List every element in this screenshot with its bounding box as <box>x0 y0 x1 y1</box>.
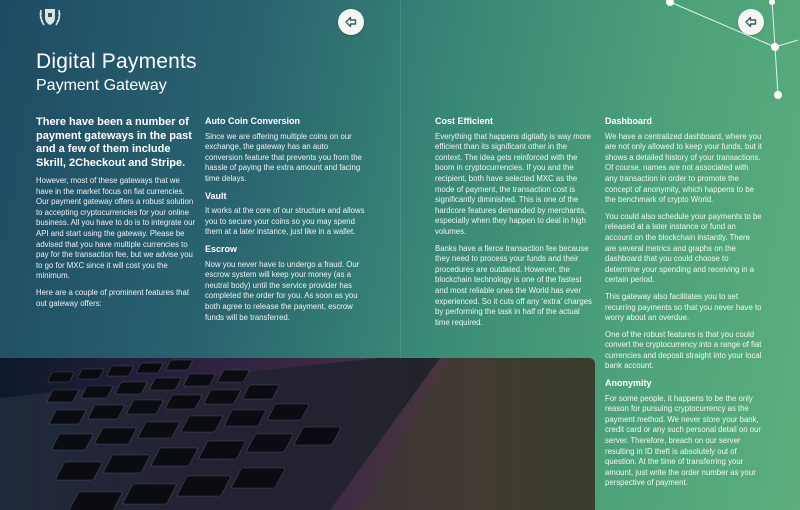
anonymity-heading: Anonymity <box>605 378 652 389</box>
cost-efficient-column <box>435 116 595 334</box>
vault-heading: Vault <box>205 190 227 201</box>
escrow-text: Now you never have to undergo a fraud. Our escrow system will keep your money (as a neutral body) until the service provider has completed the order for you. As soon as you both agree to release the payment, escrow funds will be transferred. <box>205 259 360 322</box>
auto-coin-heading: Auto Coin Conversion <box>205 116 300 126</box>
intro-lead: There have been a number of payment gateways in the past and a few of them include Skrill, 2Checkout and Stripe. <box>36 116 192 169</box>
dashboard-paragraph: You could also schedule your payments to be released at a later instance or fund an account on the blockchain instantly. There are several metrics and graphs on the dashboard that you could choose to determine your spending and receiving in a certain period. <box>605 211 762 285</box>
back-button-left[interactable] <box>338 9 364 35</box>
shield-wreath-icon <box>36 4 64 30</box>
escrow-heading: Escrow <box>205 243 238 254</box>
anonymity-text: For some people, it happens to be the only reason for pursuing cryptocurrency as the payment method. We never store your bank, credit card or any such personal detail on our server. Therefore, breach on our server resulting in ID theft is absolutely out of question. At the time of transferring your amount, just write the order number as your perspective of payment. <box>605 393 762 488</box>
back-arrow-icon <box>343 14 359 30</box>
dashboard-paragraph: We have a centralized dashboard, where you are not only allowed to keep your funds, but it shows a detailed history of your transactions. Of course, names are not associated with any transaction in order to promote the concept of anonymity, which happens to be the benchmark of crypto World. <box>605 131 762 205</box>
vault-text: It works at the core of our structure and allows you to secure your coins so you may spend them at a later instance, just like in a wallet. <box>205 206 365 237</box>
intro-paragraph: Here are a couple of prominent features that out gateway offers: <box>36 287 189 308</box>
features-column <box>205 116 365 329</box>
cost-efficient-paragraph: Everything that happens digitally is way more efficient than its significant other in the context. The idea gets reinforced with the boom in cryptocurrencies. If you and the recipient, both have selected MXC as the mode of payment, the transaction cost is significantly diminished. This is one of the hardcore features demanded by merchants, especially when they happen to deal in high volumes. <box>435 131 592 236</box>
intro-column <box>36 116 196 315</box>
dashboard-paragraph: This gateway also facilitates you to set recurring payments so that you never have to worry about an overdue. <box>605 291 762 323</box>
keyboard-illustration <box>0 358 595 510</box>
auto-coin-text: Since we are offering multiple coins on our exchange, the gateway has an auto conversion feature that prevents you from the hassle of paying the extra amount and facing time delays. <box>205 131 362 183</box>
cost-efficient-heading: Cost Efficient <box>435 116 494 126</box>
page-subtitle: Payment Gateway <box>36 77 167 94</box>
cost-efficient-paragraph: Banks have a fierce transaction fee because they need to process your funds and their procedures are outdated. However, the blockchain technology is one of the fastest and most reliable ones the World has ever experienced. So it cuts off any ‘extra’ charges by performing the task in half of the actual time required. <box>435 243 592 327</box>
laptop-keyboard-photo <box>0 358 595 510</box>
intro-paragraph: However, most of these gateways that we have in the market focus on fiat currencies. Our payment gateway offers a robust solution to accepting cryptocurrencies for your online business. All you have to do is to integrate our API and start using the gateway. Please be advised that you have multiple currencies to pay for the transaction fee, but we advise you to go for MXC since it will cost you the minimum. <box>36 176 196 281</box>
network-graph-decoration <box>650 0 800 110</box>
page-title: Digital Payments <box>36 50 197 73</box>
dashboard-paragraph: One of the robust features is that you could convert the cryptocurrency into a range of fiat currencies and deposit straight into your local bank account. <box>605 329 762 371</box>
dashboard-heading: Dashboard <box>605 116 653 126</box>
dashboard-column <box>605 116 763 495</box>
